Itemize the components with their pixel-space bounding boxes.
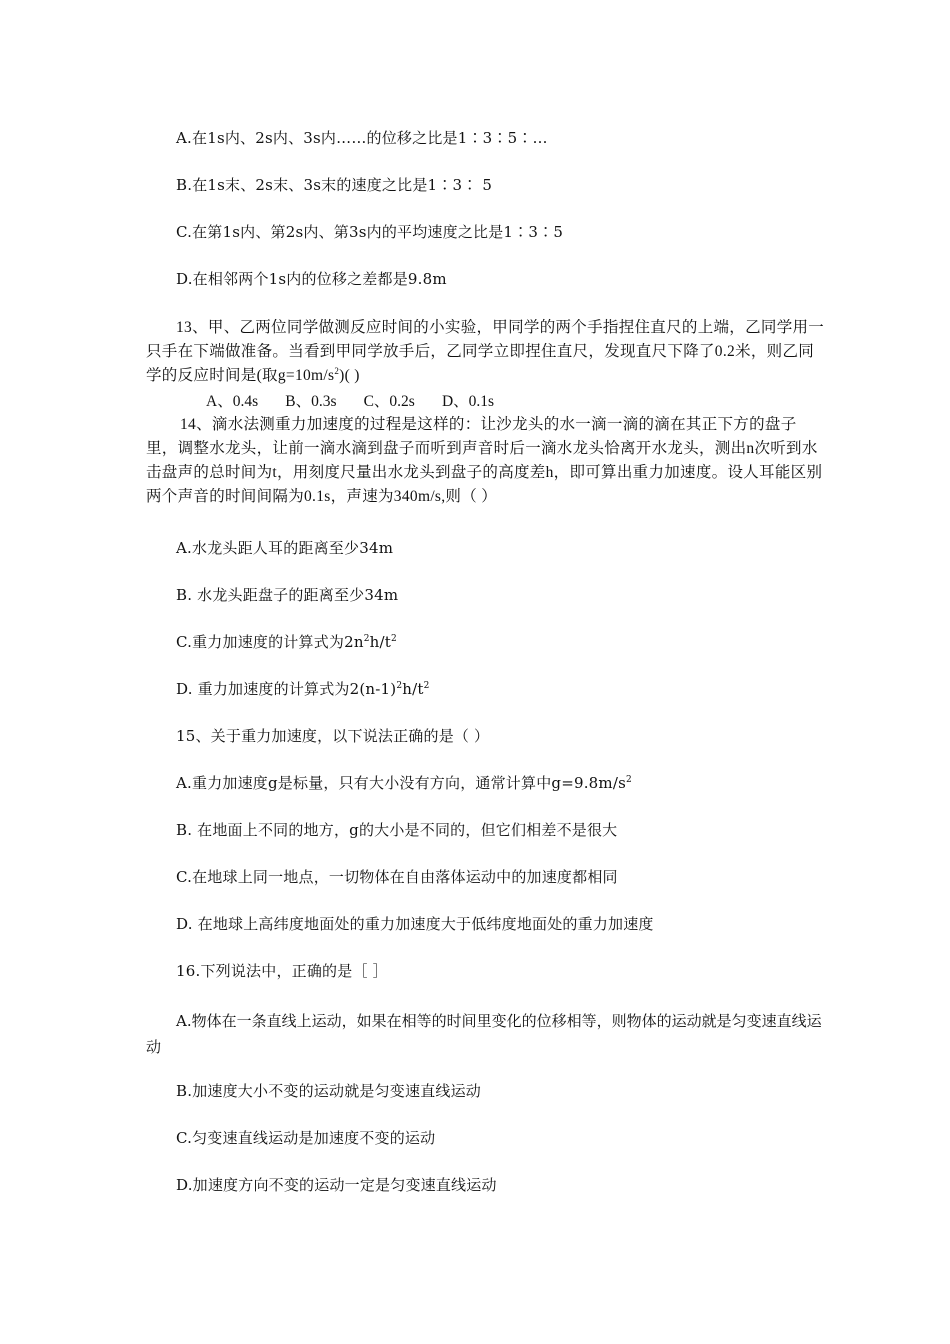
q14-option-a: A.水龙头距人耳的距离至少34m [176, 539, 394, 557]
q16-option-b: B.加速度大小不变的运动就是匀变速直线运动 [176, 1082, 481, 1100]
q15-option-d: D. 在地球上高纬度地面处的重力加速度大于低纬度地面处的重力加速度 [176, 915, 654, 933]
q13-options: A、0.4s B、0.3s C、0.2s D、0.1s [206, 393, 495, 410]
q14-option-d [176, 679, 430, 699]
q12-option-c: C.在第1s内、第2s内、第3s内的平均速度之比是1∶3∶5 [176, 223, 564, 241]
q15-stem: 15、关于重力加速度，以下说法正确的是（ ） [176, 727, 490, 745]
q16-option-d: D.加速度方向不变的运动一定是匀变速直线运动 [176, 1176, 497, 1194]
q15-option-c: C.在地球上同一地点，一切物体在自由落体运动中的加速度都相同 [176, 868, 618, 886]
q13-stem-superscript: 2 [334, 365, 340, 376]
q15-option-a [176, 773, 632, 793]
q14-option-c-text: C.重力加速度的计算式为2n [176, 633, 364, 651]
q14-option-d-text: D. 重力加速度的计算式为2(n-1) [176, 680, 397, 698]
q14-option-d-text-2: h/t [402, 680, 424, 698]
q16-option-c: C.匀变速直线运动是加速度不变的运动 [176, 1129, 436, 1147]
q14-option-b: B. 水龙头距盘子的距离至少34m [176, 586, 399, 604]
q14-option-d-sup-1: 2 [396, 681, 403, 691]
q14-option-c-text-2: h/t [369, 633, 391, 651]
q14-option-c [176, 632, 397, 652]
q12-option-b: B.在1s末、2s末、3s末的速度之比是1∶3∶ 5 [176, 176, 493, 194]
q14-option-d-sup-2: 2 [423, 681, 430, 691]
q15-option-b: B. 在地面上不同的地方，g的大小是不同的，但它们相差不是很大 [176, 821, 618, 839]
q16-option-a [146, 1008, 826, 1060]
q16-option-a-text: A.物体在一条直线上运动，如果在相等的时间里变化的位移相等，则物体的运动就是匀变速直线运动 [146, 1012, 822, 1056]
q12-option-a: A.在1s内、2s内、3s内……的位移之比是1∶3∶5∶… [176, 129, 548, 147]
q15-option-a-sup: 2 [626, 775, 632, 785]
q15-option-a-text: A.重力加速度g是标量，只有大小没有方向，通常计算中g=9.8m/s [176, 774, 627, 792]
q12-option-d: D.在相邻两个1s内的位移之差都是9.8m [176, 270, 447, 288]
q13-stem-text: 13、甲、乙两位同学做测反应时间的小实验，甲同学的两个手指捏住直尺的上端，乙同学用一只手在下端做准备。当看到甲同学放手后，乙同学立即捏住直尺，发现直尺下降了0.2米，则乙同学的反应时间是(取g=10m/s [146, 319, 825, 384]
q14-option-c-sup-2: 2 [391, 634, 397, 644]
q14-stem-text: 14、滴水法测重力加速度的过程是这样的：让沙龙头的水一滴一滴的滴在其正下方的盘子里，调整水龙头，让前一滴水滴到盘子而听到声音时后一滴水龙头恰离开水龙头，测出n次听到水击盘声的总时间为t，用刻度尺量出水龙头到盘子的高度差h，即可算出重力加速度。设人耳能区别两个声音的时间间隔为0.1s，声速为340m/s,则（ ） [146, 416, 823, 505]
q16-stem: 16.下列说法中，正确的是［ ］ [176, 962, 388, 980]
q14-stem [146, 413, 826, 509]
q13-stem [146, 316, 826, 388]
q13-stem-answer-blank: )( ) [339, 367, 360, 384]
q14-option-c-sup-1: 2 [363, 634, 370, 644]
